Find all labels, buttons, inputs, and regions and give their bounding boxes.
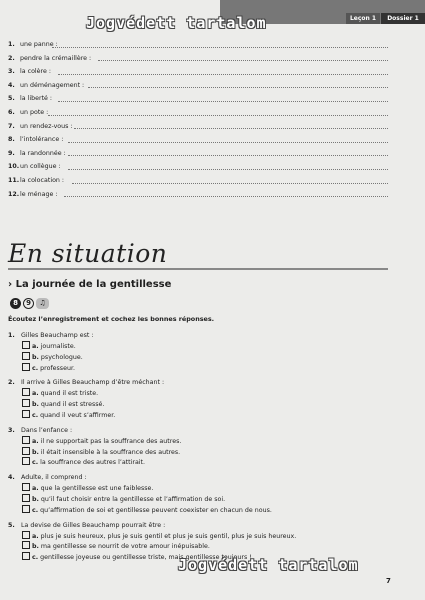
question-number: 1. [8,332,15,339]
checkbox[interactable] [22,552,30,560]
vocab-row [8,65,388,79]
option-label: b. [32,543,39,551]
option-label: c. [32,459,39,467]
vocab-number: 11. [8,176,20,184]
vocab-term: pendre la crémaillère : [20,54,92,62]
answer-option[interactable] [8,410,388,421]
vocab-number: 9. [8,149,15,157]
question [8,425,388,468]
question-number: 5. [8,521,15,529]
vocab-row [8,160,388,174]
option-text: quand il est stressé. [40,401,105,409]
vocab-term: la colocation : [20,176,65,184]
audio-track-icon: 9 [23,298,34,309]
option-label: b. [32,495,39,503]
answer-line[interactable] [52,47,388,48]
dossier-tab: Dossier 1 [381,13,425,24]
vocab-number: 6. [8,108,15,116]
vocab-term: une panne : [20,41,58,48]
vocab-term: l’intolérance : [20,136,64,144]
question-number: 3. [8,426,15,434]
checkbox[interactable] [22,399,30,407]
vocab-number: 5. [8,95,15,103]
answer-line[interactable] [72,183,388,184]
option-text: plus je suis heureux, plus je suis gentil et plus je suis gentil, plus je suis heureux. [40,532,297,540]
option-label: c. [32,364,39,372]
vocab-row [8,52,388,66]
option-text: quand il est triste. [40,390,99,398]
vocab-number: 8. [8,136,15,144]
question-number: 4. [8,474,15,482]
answer-line[interactable] [58,101,388,102]
vocab-row [8,106,388,120]
answer-line[interactable] [48,115,388,116]
vocab-number: 2. [8,54,15,62]
answer-option[interactable] [8,388,388,399]
vocab-row [8,188,388,202]
checkbox[interactable] [22,494,30,502]
option-text: que la gentillesse est une faiblesse. [40,485,154,493]
vocab-row [8,120,388,134]
option-label: a. [32,485,39,493]
question-text: Il arrive à Gilles Beauchamp d’être méchant : [21,379,165,387]
option-text: psychologue. [40,353,83,361]
option-text: professeur. [40,364,75,372]
vocab-row [8,92,388,106]
checkbox[interactable] [22,531,30,539]
option-label: c. [32,411,39,419]
option-label: b. [32,448,39,456]
option-text: il ne supportait pas la souffrance des autres. [40,437,182,445]
vocab-number: 4. [8,81,15,89]
question-text: Gilles Beauchamp est : [21,332,94,339]
checkbox[interactable] [22,505,30,513]
vocab-term: la colère : [20,68,51,76]
audio-icon: ♫ [36,298,49,309]
vocab-term: le ménage : [20,190,58,198]
vocab-term: la liberté : [20,95,53,103]
option-text: ma gentillesse se nourrit de votre amour inépuisable. [40,543,210,551]
vocab-row [8,147,388,161]
question [8,472,388,515]
answer-line[interactable] [68,155,388,156]
question-text: Adulte, il comprend : [21,474,87,482]
answer-option[interactable] [8,436,388,447]
vocab-number: 1. [8,41,15,48]
question-number: 2. [8,379,15,387]
option-label: b. [32,401,39,409]
vocab-term: un collègue : [20,163,61,171]
answer-line[interactable] [64,196,388,197]
answer-option[interactable] [8,363,388,374]
checkbox[interactable] [22,388,30,396]
option-label: c. [32,506,39,514]
answer-line[interactable] [74,128,388,129]
checkbox[interactable] [22,410,30,418]
option-text: il était insensible à la souffrance des autres. [40,448,181,456]
vocab-row [8,79,388,93]
vocab-list [8,38,388,201]
answer-option[interactable] [8,531,388,542]
vocab-term: un rendez-vous : [20,122,73,130]
checkbox[interactable] [22,483,30,491]
lecon-tab: Leçon 1 [346,13,380,24]
answer-line[interactable] [68,142,388,143]
vocab-term: un déménagement : [20,81,85,89]
checkbox[interactable] [22,341,30,349]
answer-line[interactable] [98,60,388,61]
option-label: b. [32,353,39,361]
questions-list [8,330,388,567]
option-text: qu’il faut choisir entre la gentillesse et l’affirmation de soi. [40,495,226,503]
page-number: 7 [386,577,391,585]
option-text: quand il veut s’affirmer. [40,411,116,419]
answer-option[interactable] [8,457,388,468]
answer-option[interactable] [8,505,388,516]
vocab-number: 10. [8,163,20,171]
answer-line[interactable] [58,74,388,75]
option-label: a. [32,437,39,445]
exercise-title: › La journée de la gentillesse [8,279,172,290]
checkbox[interactable] [22,352,30,360]
answer-option[interactable] [8,494,388,505]
checkbox[interactable] [22,541,30,549]
question [8,377,388,420]
answer-line[interactable] [88,87,388,88]
vocab-term: la randonnée : [20,149,66,157]
answer-option[interactable] [8,399,388,410]
option-label: a. [32,532,39,540]
answer-option[interactable] [8,341,388,352]
vocab-row [8,174,388,188]
checkbox[interactable] [22,436,30,444]
option-label: a. [32,390,39,398]
vocab-number: 12. [8,190,20,198]
question-text: La devise de Gilles Beauchamp pourrait être : [21,521,166,529]
answer-option[interactable] [8,541,388,552]
option-text: gentillesse joyeuse ou gentillesse triste, mais gentillesse toujours ! [40,554,252,562]
question-text: Dans l’enfance : [21,426,73,434]
instruction: Écoutez l’enregistrement et cochez les bonnes réponses. [8,315,215,323]
vocab-row [8,38,388,52]
vocab-term: un pote : [20,108,49,116]
heading-divider [8,268,388,270]
answer-line[interactable] [68,169,388,170]
option-label: a. [32,343,39,350]
checkbox[interactable] [22,363,30,371]
option-text: journaliste. [40,343,76,350]
checkbox[interactable] [22,457,30,465]
answer-option[interactable] [8,483,388,494]
checkbox[interactable] [22,447,30,455]
question [8,330,388,373]
section-heading: En situation [8,239,168,268]
watermark-bottom: Jogvédett tartalom [178,556,359,574]
watermark-top: Jogvédett tartalom [86,14,267,32]
option-text: la souffrance des autres l’attirait. [40,459,146,467]
vocab-row [8,133,388,147]
answer-option[interactable] [8,352,388,363]
option-text: qu’affirmation de soi et gentillesse peuvent coexister en chacun de nous. [40,506,272,514]
vocab-number: 3. [8,68,15,76]
vocab-number: 7. [8,122,15,130]
answer-option[interactable] [8,447,388,458]
option-label: c. [32,554,39,562]
exercise-number-icon: 8 [10,298,21,309]
